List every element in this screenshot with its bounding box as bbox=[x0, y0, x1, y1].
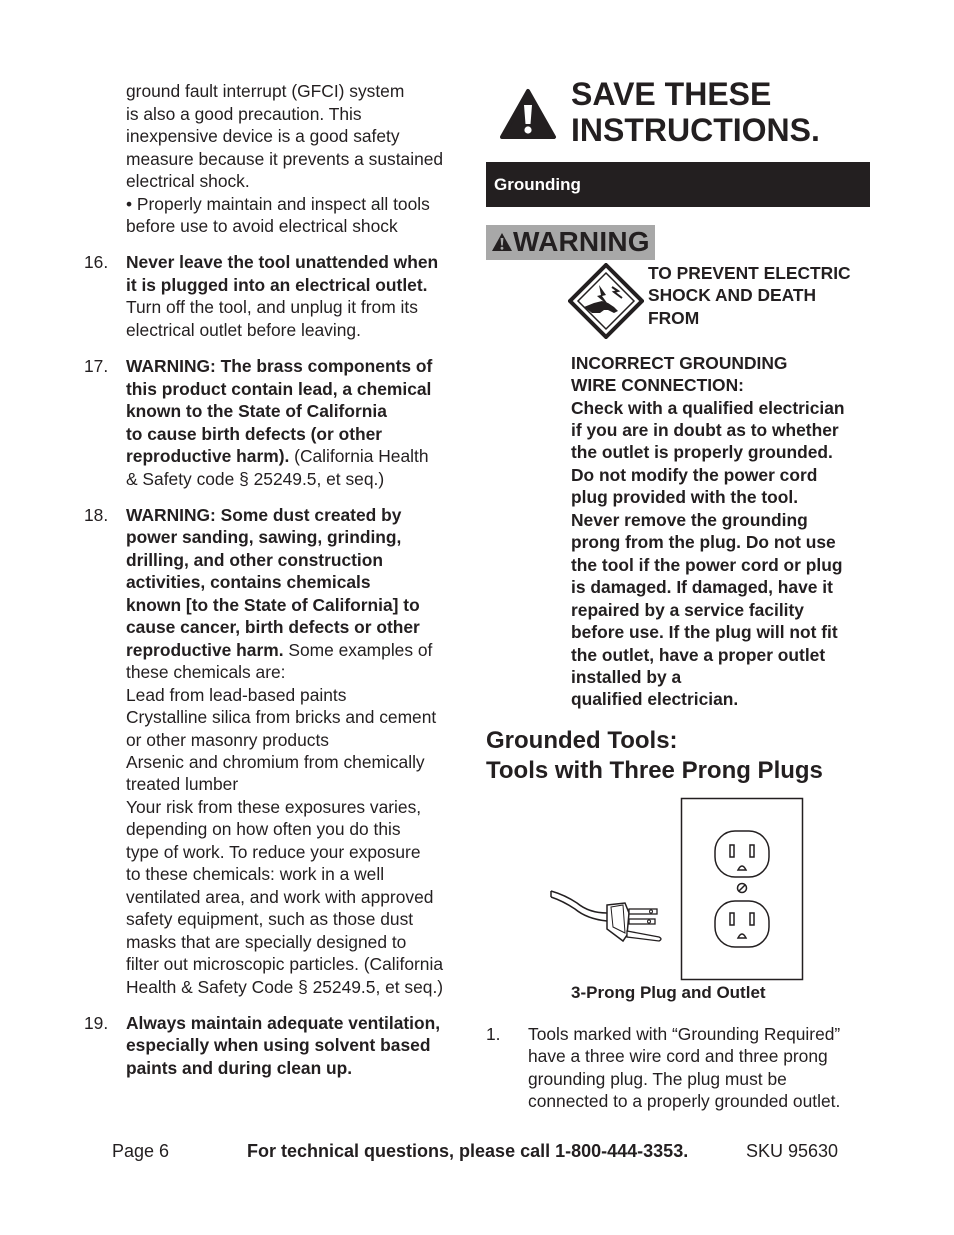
warning-body-line: Do not modify the power cord bbox=[571, 465, 818, 485]
item1-line: have a three wire cord and three prong bbox=[528, 1046, 828, 1066]
item16-bold-line: it is plugged into an electrical outlet. bbox=[126, 275, 428, 295]
item17-bold-line: this product contain lead, a chemical bbox=[126, 379, 432, 399]
footer-contact: For technical questions, please call 1-800-444-3353. bbox=[247, 1141, 689, 1161]
item1-line: grounding plug. The plug must be bbox=[528, 1069, 787, 1089]
item18-line: Your risk from these exposures varies, bbox=[126, 797, 422, 817]
intro-line: before use to avoid electrical shock bbox=[126, 216, 398, 236]
item-number: 19. bbox=[84, 1013, 109, 1033]
warning-body-line: before use. If the plug will not fit bbox=[571, 622, 838, 642]
warning-body-line: the outlet is properly grounded. bbox=[571, 442, 833, 462]
item18-line: depending on how often you do this bbox=[126, 819, 401, 839]
title-line: INSTRUCTIONS. bbox=[571, 112, 820, 148]
item18-bold-line: activities, contains chemicals bbox=[126, 572, 371, 592]
item18-mixed-regular: Some examples of bbox=[283, 640, 433, 660]
section-heading bbox=[486, 726, 823, 786]
plug-outlet-figure bbox=[545, 795, 807, 985]
intro-bullet: • Properly maintain and inspect all tools bbox=[126, 194, 430, 214]
figure-caption: 3-Prong Plug and Outlet bbox=[571, 983, 766, 1002]
warning-heading-line: TO PREVENT ELECTRIC bbox=[648, 263, 851, 283]
warning-triangle-icon bbox=[491, 232, 513, 252]
item18-line: treated lumber bbox=[126, 774, 239, 794]
item17-mixed-regular: (California Health bbox=[289, 446, 429, 466]
item17-bold-line: WARNING: The brass components of bbox=[126, 356, 433, 376]
item18-line: or other masonry products bbox=[126, 730, 329, 750]
item-number: 18. bbox=[84, 505, 109, 525]
intro-line: measure because it prevents a sustained bbox=[126, 149, 444, 169]
item19-bold-line: especially when using solvent based bbox=[126, 1035, 431, 1055]
item18-bold-line: WARNING: Some dust created by bbox=[126, 505, 402, 525]
warning-body-line: INCORRECT GROUNDING bbox=[571, 353, 788, 373]
warning-body-line: plug provided with the tool. bbox=[571, 487, 799, 507]
warning-heading-line: FROM bbox=[648, 308, 700, 328]
item18-line: type of work. To reduce your exposure bbox=[126, 842, 421, 862]
warning-body-line: qualified electrician. bbox=[571, 689, 739, 709]
item18-mixed-bold: reproductive harm. bbox=[126, 640, 284, 660]
warning-body-line: the outlet, have a proper outlet bbox=[571, 645, 826, 665]
item18-line: Lead from lead-based paints bbox=[126, 685, 347, 705]
item18-bold-line: power sanding, sawing, grinding, bbox=[126, 527, 402, 547]
footer-sku: SKU 95630 bbox=[746, 1141, 839, 1161]
heading-line: Grounded Tools: bbox=[486, 727, 678, 754]
item18-line: Crystalline silica from bricks and cement bbox=[126, 707, 437, 727]
heading-line: Tools with Three Prong Plugs bbox=[486, 757, 823, 784]
warning-body-line: if you are in doubt as to whether bbox=[571, 420, 839, 440]
warning-body-line: WIRE CONNECTION: bbox=[571, 375, 744, 395]
warning-body-line: installed by a bbox=[571, 667, 682, 687]
warning-triangle-icon bbox=[499, 88, 557, 140]
item19-bold-line: Always maintain adequate ventilation, bbox=[126, 1013, 441, 1033]
item18-bold-line: known [to the State of California] to bbox=[126, 595, 420, 615]
intro-line: electrical shock. bbox=[126, 171, 250, 191]
item18-line: to these chemicals: work in a well bbox=[126, 864, 385, 884]
warning-label bbox=[486, 225, 655, 260]
intro-line: ground fault interrupt (GFCI) system bbox=[126, 81, 405, 101]
title-line: SAVE THESE bbox=[571, 76, 772, 112]
item-number: 17. bbox=[84, 356, 109, 376]
warning-body-line: the tool if the power cord or plug bbox=[571, 555, 843, 575]
intro-line: is also a good precaution. This bbox=[126, 104, 362, 124]
warning-body-line: Check with a qualified electrician bbox=[571, 398, 845, 418]
wall-outlet-icon bbox=[682, 799, 803, 980]
warning-body-line: prong from the plug. Do not use bbox=[571, 532, 836, 552]
item1-line: Tools marked with “Grounding Required” bbox=[528, 1024, 841, 1044]
intro-line: inexpensive device is a good safety bbox=[126, 126, 400, 146]
item16-bold-line: Never leave the tool unattended when bbox=[126, 252, 439, 272]
item17-bold-line: known to the State of California bbox=[126, 401, 387, 421]
item18-line: Arsenic and chromium from chemically bbox=[126, 752, 425, 772]
warning-heading-line: SHOCK AND DEATH bbox=[648, 285, 817, 305]
warning-label-text: WARNING bbox=[513, 226, 650, 257]
item18-mixed-line bbox=[126, 639, 432, 661]
item18-line: masks that are specially designed to bbox=[126, 932, 407, 952]
three-prong-plug-icon bbox=[551, 891, 661, 941]
item16-line: electrical outlet before leaving. bbox=[126, 320, 361, 340]
item17-mixed-line bbox=[126, 445, 429, 467]
section-bar-label: Grounding bbox=[494, 175, 581, 194]
item17-line: & Safety code § 25249.5, et seq.) bbox=[126, 469, 385, 489]
item19-bold-line: paints and during clean up. bbox=[126, 1058, 353, 1078]
item18-line: Health & Safety Code § 25249.5, et seq.) bbox=[126, 977, 444, 997]
item17-bold-line: to cause birth defects (or other bbox=[126, 424, 383, 444]
item1-line: connected to a properly grounded outlet. bbox=[528, 1091, 841, 1111]
page-number: Page 6 bbox=[112, 1141, 170, 1161]
electric-shock-hand-icon bbox=[568, 263, 644, 339]
item18-line: these chemicals are: bbox=[126, 662, 286, 682]
item17-mixed-bold: reproductive harm). bbox=[126, 446, 290, 466]
item18-line: safety equipment, such as those dust bbox=[126, 909, 414, 929]
item18-line: filter out microscopic particles. (California bbox=[126, 954, 443, 974]
item18-line: ventilated area, and work with approved bbox=[126, 887, 434, 907]
item18-bold-line: drilling, and other construction bbox=[126, 550, 383, 570]
page-title bbox=[571, 76, 820, 148]
section-bar bbox=[486, 162, 870, 207]
item-number: 16. bbox=[84, 252, 109, 272]
item-number: 1. bbox=[486, 1024, 501, 1044]
warning-body-line: Never remove the grounding bbox=[571, 510, 808, 530]
warning-body-line: repaired by a service facility bbox=[571, 600, 804, 620]
item16-line: Turn off the tool, and unplug it from its bbox=[126, 297, 418, 317]
item18-bold-line: cause cancer, birth defects or other bbox=[126, 617, 420, 637]
warning-body-line: is damaged. If damaged, have it bbox=[571, 577, 833, 597]
